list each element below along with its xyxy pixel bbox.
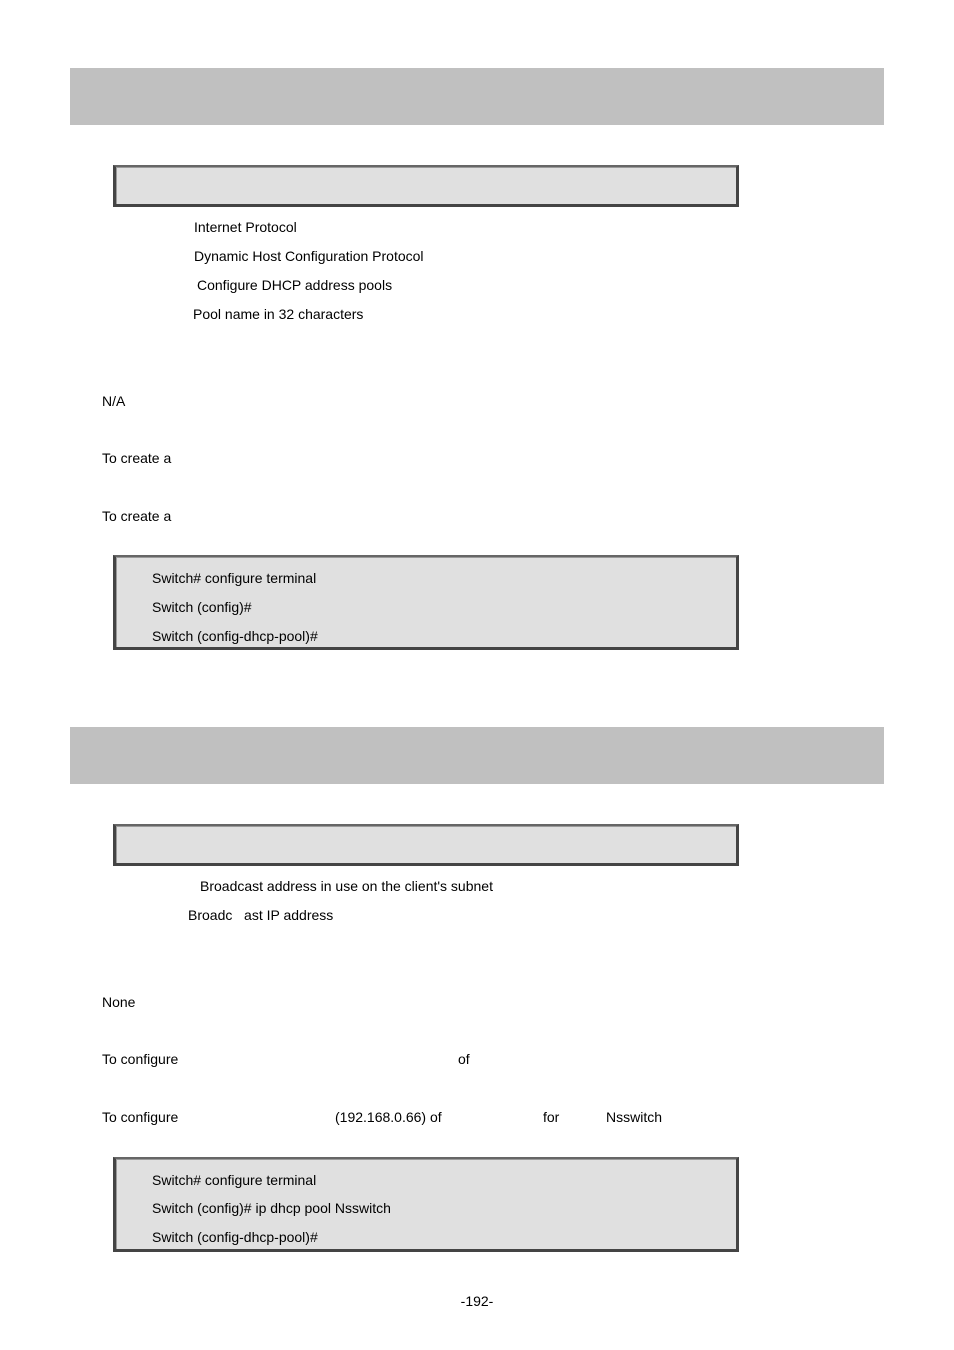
usage-text: To configure: [102, 1051, 179, 1067]
example-text-fragment: for: [543, 1109, 560, 1125]
example-pool-name: Nsswitch: [606, 1109, 663, 1125]
code-line: Switch (config)# ip dhcp pool Nsswitch: [152, 1200, 391, 1216]
code-line: Switch (config-dhcp-pool)#: [152, 628, 318, 644]
usage-text-fragment: of: [458, 1051, 470, 1067]
param-description: Broadcast address in use on the client's subnet: [200, 878, 493, 894]
code-line: Switch# configure terminal: [152, 1172, 317, 1188]
section-header-bar: [70, 727, 884, 784]
code-line: Switch (config-dhcp-pool)#: [152, 1229, 318, 1245]
param-description: Pool name in 32 characters: [193, 306, 364, 322]
param-description: Dynamic Host Configuration Protocol: [194, 248, 424, 264]
usage-text: To create a: [102, 450, 172, 466]
default-value: None: [102, 994, 136, 1010]
command-syntax-box: [113, 824, 739, 866]
default-value: N/A: [102, 393, 126, 409]
example-text: To create a: [102, 508, 172, 524]
command-syntax-box: [113, 165, 739, 207]
param-description: Internet Protocol: [194, 219, 297, 235]
code-line: Switch# configure terminal: [152, 570, 317, 586]
code-line: Switch (config)#: [152, 599, 252, 615]
section-header-bar: [70, 68, 884, 125]
page-number: -192-: [460, 1293, 494, 1309]
param-description: Broadc ast IP address: [188, 907, 334, 923]
example-text: To configure: [102, 1109, 179, 1125]
example-ip-address: (192.168.0.66) of: [335, 1109, 442, 1125]
param-description: Configure DHCP address pools: [197, 277, 393, 293]
